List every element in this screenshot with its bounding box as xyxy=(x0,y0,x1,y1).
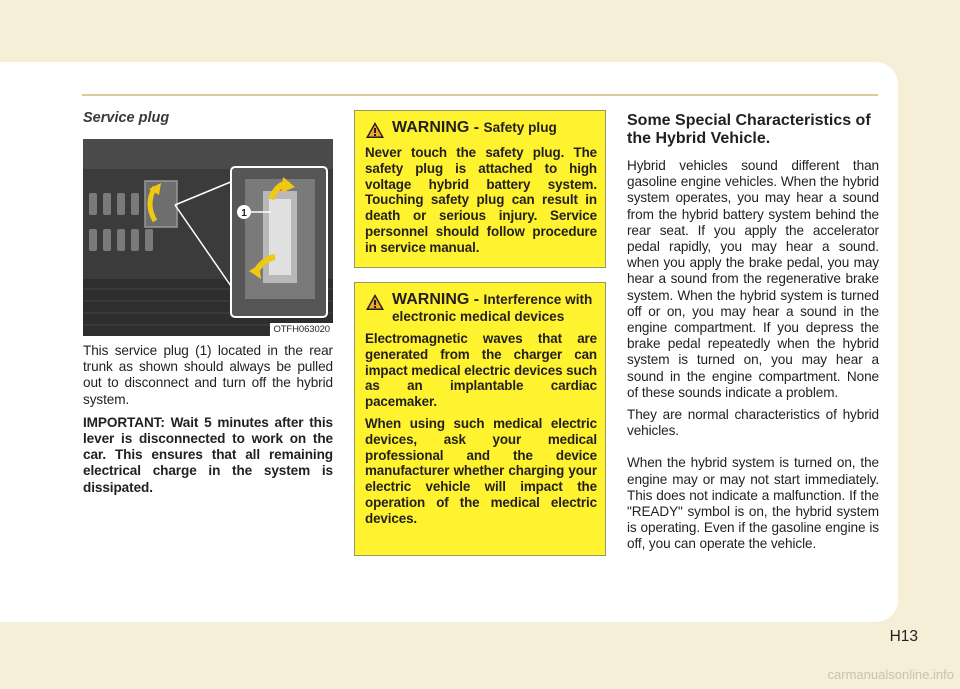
figure-code: OTFH063020 xyxy=(270,323,333,336)
service-plug-figure xyxy=(83,139,333,336)
warning-triangle-icon xyxy=(365,293,385,311)
warning-header xyxy=(365,119,597,139)
warning-subject: Safety plug xyxy=(483,120,557,135)
warning-box-safety-plug xyxy=(354,110,606,268)
service-plug-important-note: IMPORTANT: Wait 5 minutes after this lever is disconnected to work on the car. This ensures that all remaining electrical charge in the system is dissipated. xyxy=(83,414,333,495)
warning-text-2: When using such medical electric devices, ask your medical professional and the device manufacturer whether charging your electric vehicle will impact the operation of the medical electric devices. xyxy=(365,415,597,526)
service-plug-description: This service plug (1) located in the rear trunk as shown should always be pulled out to disconnect and turn off the hybrid system. xyxy=(83,343,333,407)
warning-text-1: Electromagnetic waves that are generated from the charger can impact medical electric devices such as an implantable cardiac pacemaker. xyxy=(365,331,597,410)
header-rule xyxy=(82,94,878,96)
hybrid-sound-paragraph: Hybrid vehicles sound different than gasoline engine vehicles. When the hybrid system operates, you may hear a sound from the hybrid battery system behind the rear seat. If you apply the accelerator pedal rapidly, you may hear a sound. when you apply the brake pedal, you may hear a sound from the regenerative brake system. When the hybrid system is turned off or on, you may hear a sound in the engine compartment. If you depress the brake pedal repeatedly when the hybrid system is turned on, you may hear a sound in the engine compartment. None of these sounds indicate a problem. xyxy=(627,158,879,400)
warning-word: WARNING - xyxy=(392,291,484,308)
column-hybrid-characteristics xyxy=(627,110,879,559)
column-service-plug xyxy=(83,110,333,496)
warning-box-interference xyxy=(354,282,606,556)
warning-text: Never touch the safety plug. The safety plug is attached to high voltage hybrid battery system. Touching safety plug can result in death or serious injury. Service personnel should follow procedure in service manual. xyxy=(365,145,597,255)
warning-word: WARNING - xyxy=(392,119,484,136)
warning-header xyxy=(365,291,597,325)
hybrid-normal-paragraph: They are normal characteristics of hybrid vehicles. xyxy=(627,407,879,439)
hybrid-start-paragraph: When the hybrid system is turned on, the engine may or may not start immediately. This does not indicate a malfunction. If the "READY" symbol is on, the hybrid system is operating. Even if the gasoline engine is off, you can operate the vehicle. xyxy=(627,455,879,552)
column-warnings xyxy=(354,110,606,556)
section-heading-service-plug: Service plug xyxy=(83,110,170,126)
figure-callout-number: 1 xyxy=(241,208,247,219)
section-title-hybrid: Some Special Characteristics of the Hybrid Vehicle. xyxy=(627,112,871,147)
site-watermark[interactable]: carmanualsonline.info xyxy=(827,667,954,682)
warning-subject: Interference with electronic medical devices xyxy=(392,292,593,324)
warning-triangle-icon xyxy=(365,121,385,139)
trunk-photo-illustration xyxy=(83,139,333,336)
page-number: H13 xyxy=(889,628,918,645)
